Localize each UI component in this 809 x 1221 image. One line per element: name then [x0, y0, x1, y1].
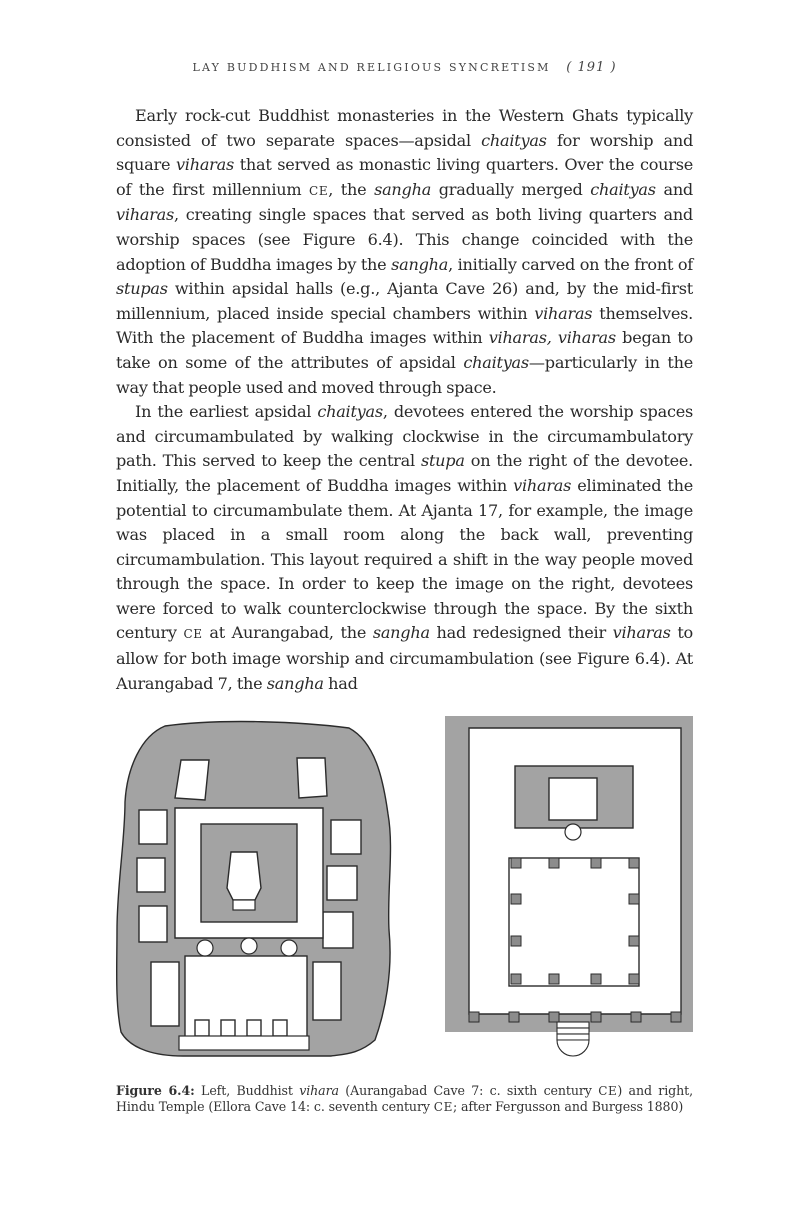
italic-term: sangha	[372, 623, 430, 643]
italic-term: viharas	[612, 623, 671, 643]
italic-term: stupas	[116, 279, 168, 299]
text-run: , creating single spaces that served as both living quarters and worship spaces (see Figure 6.4). This change coincided with the adoption of Buddha images by the	[116, 205, 693, 274]
text-run: In the earliest apsidal	[135, 402, 318, 422]
italic-term: sangha	[266, 673, 324, 693]
text-run: Early rock-cut Buddhist monasteries in the Western Ghats typically consisted of two separate spaces—apsidal	[116, 106, 693, 150]
era-abbrev: CE	[598, 1084, 618, 1098]
text-run: for worship and square	[116, 130, 693, 175]
text-run: (Aurangabad Cave 7: c. sixth century	[338, 1083, 599, 1098]
italic-term: chaityas	[317, 402, 383, 422]
era-abbrev: CE	[309, 183, 329, 198]
italic-term: viharas	[116, 205, 174, 225]
text-run: gradually merged	[431, 179, 591, 199]
temple-floor-plan	[445, 716, 693, 1068]
italic-term: viharas, viharas	[488, 328, 616, 348]
running-title: LAY BUDDHISM AND RELIGIOUS SYNCRETISM	[192, 61, 551, 74]
running-head	[0, 60, 809, 75]
text-run: themselves. With the placement of Buddha images within	[116, 303, 694, 348]
text-run: ; after Fergusson and Burgess 1880)	[452, 1099, 684, 1114]
italic-term: viharas	[534, 303, 593, 323]
page-number: ( 191 )	[566, 60, 617, 75]
paragraph-2	[116, 400, 693, 696]
paragraph-1	[116, 104, 693, 400]
text-run: , devotees entered the worship spaces and circumambulated by walking clockwise in the circumambulatory path. This served to keep the central	[116, 402, 693, 471]
era-abbrev: CE	[433, 1100, 453, 1114]
text-run: on the right of the devotee. Initially, the placement of Buddha images within	[116, 451, 694, 495]
text-run: had	[323, 673, 358, 693]
era-abbrev: CE	[183, 627, 203, 642]
text-run: , initially carved on the front of	[448, 254, 693, 274]
italic-term: viharas	[175, 155, 234, 175]
text-run: began to take on some of the attributes of apsidal	[116, 328, 693, 372]
text-run: had redesigned their	[429, 623, 613, 643]
text-run: and	[655, 179, 693, 199]
text-run: that served as monastic living quarters. Over the course of the first millennium	[116, 155, 693, 199]
italic-term: sangha	[374, 179, 432, 199]
text-run: Left, Buddhist	[194, 1083, 300, 1098]
italic-term: chaityas	[590, 179, 656, 199]
italic-term: chaityas	[481, 130, 547, 150]
caption-label: Figure 6.4:	[116, 1083, 195, 1098]
text-run: —particularly in the way that people used and moved through space.	[116, 352, 694, 397]
italic-term: vihara	[299, 1083, 339, 1098]
text-run: to allow for both image worship and circumambulation (see Figure 6.4). At Aurangabad 7, the	[116, 623, 693, 693]
italic-term: viharas	[513, 475, 572, 495]
body-text	[116, 104, 693, 696]
text-run: within apsidal halls (e.g., Ajanta Cave 26) and, by the mid-first millennium, placed inside special chambers within	[116, 279, 693, 323]
italic-term: stupa	[420, 451, 465, 471]
text-run: , the	[328, 179, 375, 199]
text-run: at Aurangabad, the	[202, 623, 373, 643]
text-run: eliminated the potential to circumambulate them. At Ajanta 17, for example, the image was placed in a small room along the back wall, preventing circumambulation. This layout required a shift in the way people moved through the space. In order to keep the image on the right, devotees were forced to walk counterclockwise through the space. By the sixth century	[116, 475, 693, 643]
italic-term: chaityas	[463, 352, 529, 372]
figure-caption	[116, 1083, 693, 1115]
vihara-floor-plan	[113, 720, 395, 1060]
italic-term: sangha	[391, 254, 449, 274]
text-run: ) and right, Hindu Temple (Ellora Cave 14: c. seventh century	[116, 1083, 693, 1114]
